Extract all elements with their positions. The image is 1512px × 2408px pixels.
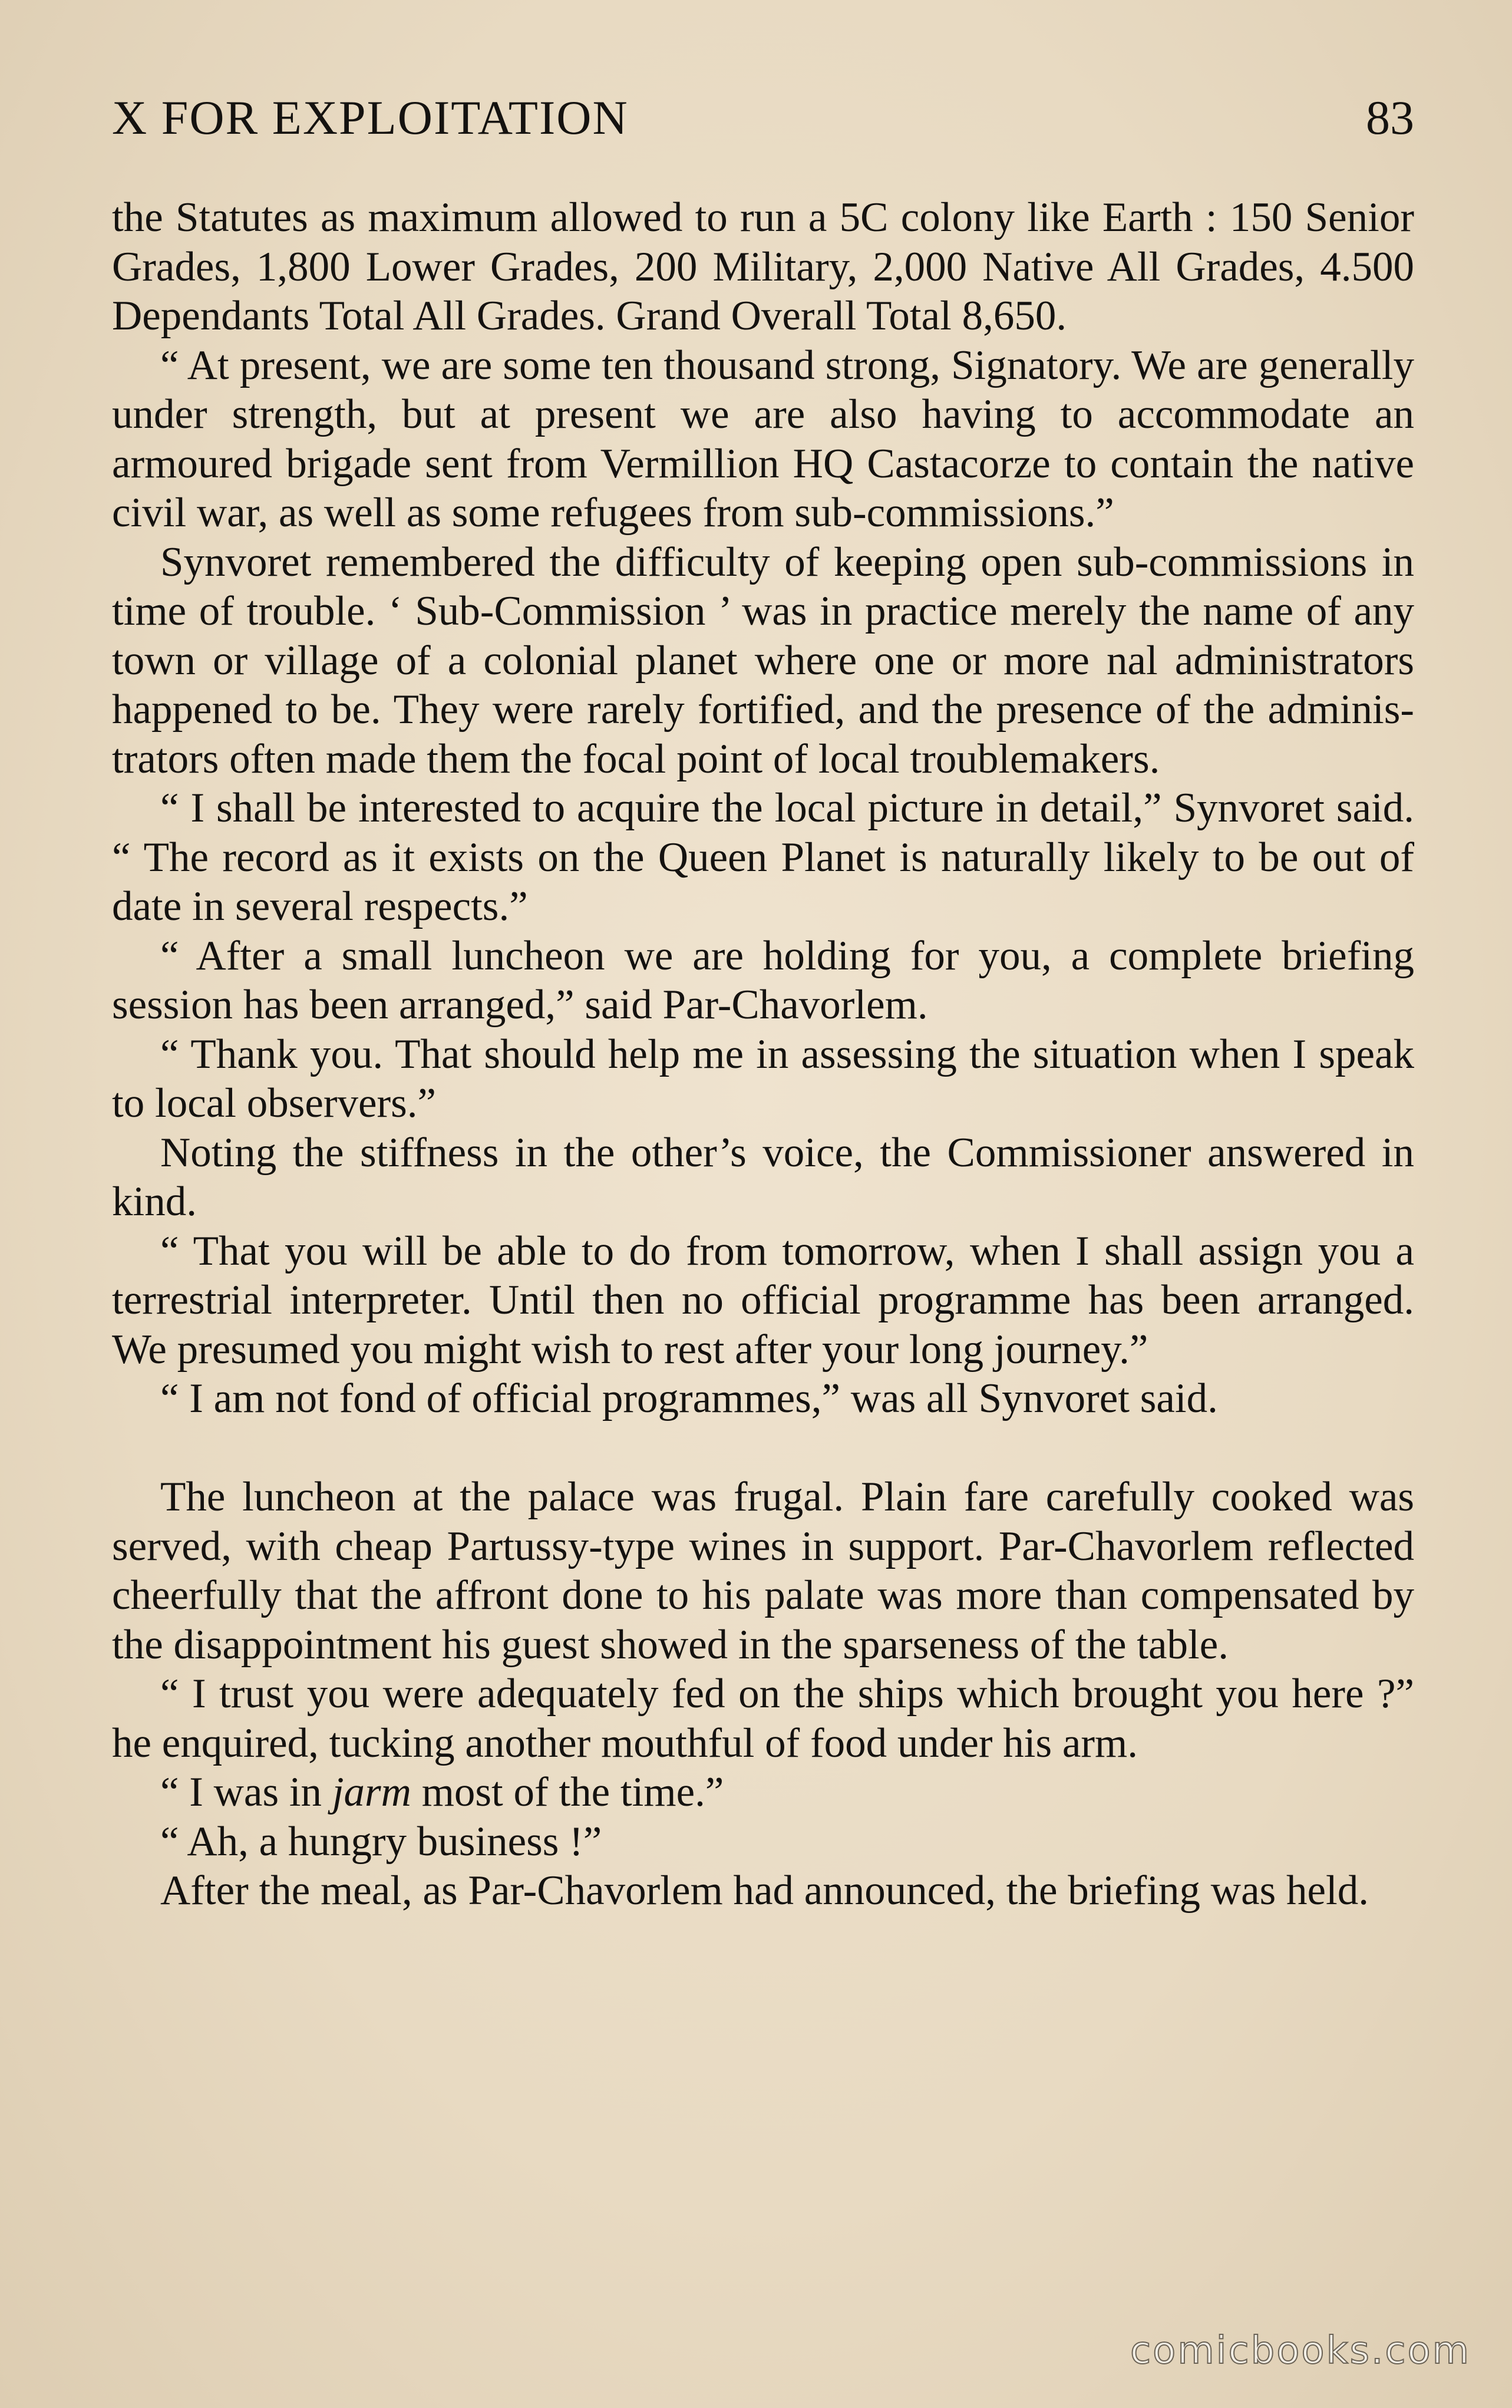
running-head bbox=[112, 88, 1414, 153]
paragraph: “ I trust you were adequately fed on the ships which brought you here ?” he enquired, tucking another mouthful of food under his arm. bbox=[112, 1671, 1414, 1766]
paragraph: “ I shall be interested to acquire the local picture in detail,” Synvoret said. “ The record as it exists on the Queen Planet is naturally likely to be out of date in several respects.” bbox=[112, 785, 1414, 929]
paragraph: the Statutes as maximum allowed to run a 5C colony like Earth : 150 Senior Grades, 1,800 Lower Grades, 200 Military, 2,000 Native All Grades, 4.500 Dependants Total All Grades. Grand Overall Total 8,650. bbox=[112, 194, 1414, 339]
paragraph: Synvoret remembered the difficulty of keeping open sub-commissions in time of trouble. ‘ Sub-Commission ’ was in practice merely the name of any town or village of a colonial planet where one or more nal administrators happened to be. They were rarely fortified, and the presence of the adminis-trators often made them the focal point of local troublemakers. bbox=[112, 539, 1414, 782]
page-number: 83 bbox=[1366, 91, 1414, 144]
paragraph: After the meal, as Par-Chavorlem had announced, the briefing was held. bbox=[160, 1868, 1369, 1914]
paragraph-jarm bbox=[112, 1768, 1414, 1817]
body-text bbox=[112, 193, 1414, 1916]
paragraph: “ At present, we are some ten thousand strong, Signatory. We are generally under strength, but at present we are also having to accommodate an armoured brigade sent from Vermillion HQ Castacorze to contain the native civil war, as well as some refugees from sub-commissions.” bbox=[112, 342, 1414, 536]
chapter-title: X FOR EXPLOITATION bbox=[112, 91, 629, 144]
jarm-text-before: “ I was in bbox=[160, 1769, 332, 1815]
jarm-text-after: most of the time.” bbox=[411, 1769, 724, 1815]
jarm-italic: jarm bbox=[332, 1769, 411, 1815]
paragraph: “ I am not fond of official programmes,” was all Synvoret said. bbox=[160, 1375, 1218, 1421]
paragraph: “ That you will be able to do from tomorrow, when I shall assign you a terrestrial interpreter. Until then no official programme has been arranged. We presumed you might wish to rest after your long journey.” bbox=[112, 1228, 1414, 1373]
watermark: comicbooks.com bbox=[1130, 2329, 1471, 2373]
paragraph: Noting the stiffness in the other’s voice, the Commissioner answered in kind. bbox=[112, 1129, 1414, 1225]
paragraph: “ After a small luncheon we are holding for you, a complete briefing session has been arranged,” said Par-Chavorlem. bbox=[112, 932, 1414, 1028]
paragraph: “ Ah, a hungry business !” bbox=[160, 1818, 602, 1865]
paragraph: “ Thank you. That should help me in assessing the situation when I speak to local observers.” bbox=[112, 1031, 1414, 1126]
paragraph: The luncheon at the palace was frugal. Plain fare carefully cooked was served, with cheap Partussy-type wines in support. Par-Chavorlem reflected cheerfully that the affront done to his palate was more than compensated by the disappointment his guest showed in the sparseness of the table. bbox=[112, 1474, 1414, 1668]
